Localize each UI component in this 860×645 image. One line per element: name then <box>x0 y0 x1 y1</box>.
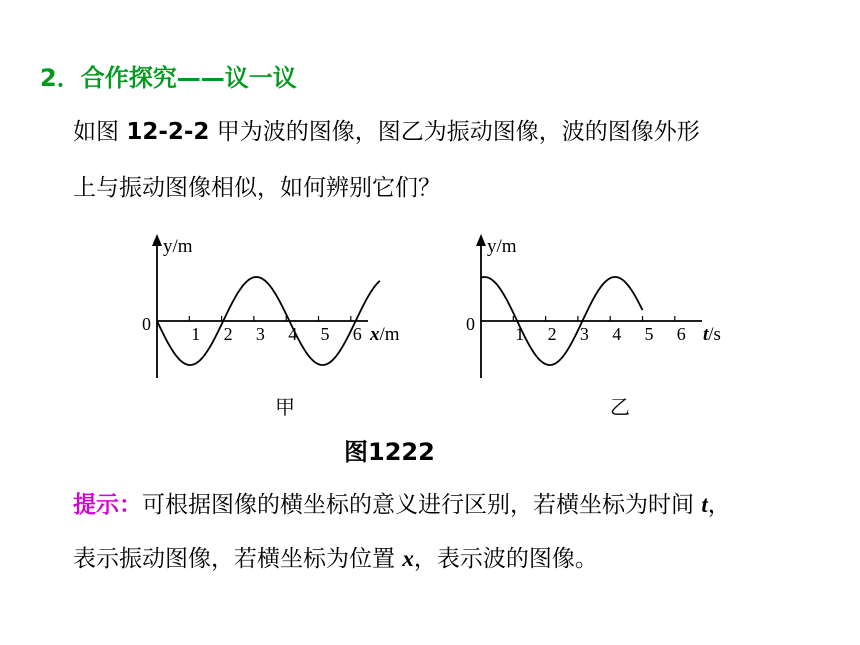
origin-label: 0 <box>142 314 151 334</box>
x-axis-unit: /m <box>379 324 400 345</box>
origin-label: 0 <box>466 314 475 334</box>
x-axis-var: x <box>370 324 380 345</box>
graph-vibration <box>466 234 721 419</box>
answer-line2-b: ，表示波的图像。 <box>413 546 598 572</box>
subfigure-label: 甲 <box>275 395 295 419</box>
x-tick-label: 4 <box>612 324 622 344</box>
x-tick-label: 4 <box>288 324 298 344</box>
answer-line2-a: 表示振动图像，若横坐标为位置 <box>73 546 403 572</box>
section-heading: 2．合作探究——议一议 <box>40 64 297 92</box>
var-x: x <box>402 546 414 571</box>
x-tick-label: 2 <box>223 324 233 344</box>
x-tick-label: 5 <box>644 324 654 344</box>
x-tick-label: 6 <box>676 324 686 344</box>
hint-label: 提示： <box>73 492 142 518</box>
x-axis-unit: /s <box>708 324 721 345</box>
question-line1-rest: 甲为波的图像，图乙为振动图像，波的图像外形 <box>209 119 700 145</box>
x-tick-label: 3 <box>579 324 589 344</box>
x-tick-label: 1 <box>191 324 201 344</box>
question-line2: 上与振动图像相似，如何辨别它们？ <box>73 175 441 201</box>
y-axis-arrow-icon <box>152 234 162 246</box>
subfigure-label: 乙 <box>610 395 630 419</box>
figure-caption: 图1222 <box>344 438 435 466</box>
y-axis-label: y/m <box>487 236 517 257</box>
question-prefix: 如图 <box>73 119 127 145</box>
answer-part1: 可根据图像的横坐标的意义进行区别，若横坐标为时间 <box>142 492 702 518</box>
x-axis-label <box>369 324 400 345</box>
x-tick-label: 2 <box>547 324 557 344</box>
answer-part2: ， <box>707 492 731 518</box>
x-tick-label: 6 <box>352 324 362 344</box>
figure-reference: 12-2-2 <box>126 119 210 145</box>
x-tick-label: 5 <box>320 324 330 344</box>
x-tick-label: 3 <box>255 324 265 344</box>
graph-wave <box>142 234 400 419</box>
x-axis-label <box>703 324 721 345</box>
x-axis-var: t <box>703 324 709 345</box>
y-axis-arrow-icon <box>476 234 486 246</box>
x-tick-label: 1 <box>515 324 525 344</box>
y-axis-label: y/m <box>163 236 193 257</box>
var-t: t <box>701 492 708 517</box>
answer-text <box>73 478 833 586</box>
